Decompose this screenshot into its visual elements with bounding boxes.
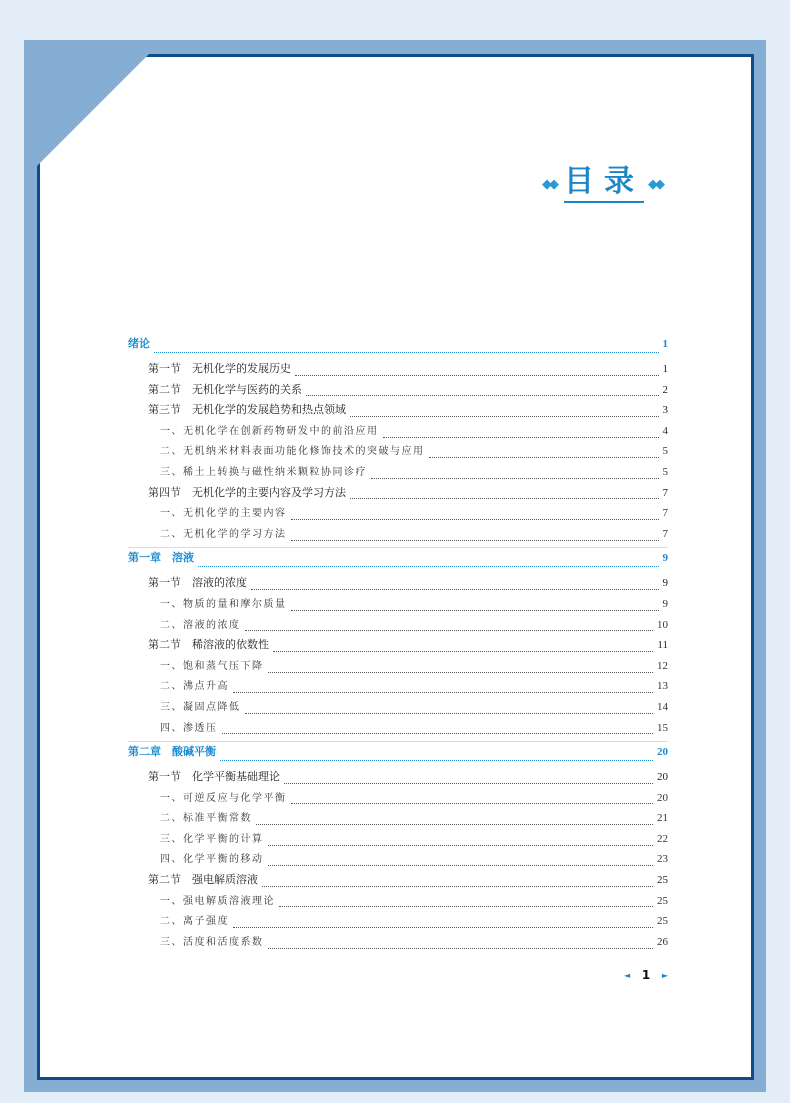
dot-leader: [262, 879, 653, 887]
dot-leader: [350, 491, 659, 499]
toc-entry-page: 26: [657, 935, 668, 948]
toc-entry-page: 20: [657, 746, 668, 759]
page-number: 1: [641, 968, 651, 982]
toc-entry-label: 第三节 无机化学的发展趋势和热点领域: [148, 403, 346, 417]
toc-entry-label: 一、可逆反应与化学平衡: [160, 792, 287, 804]
toc-entry-section[interactable]: [128, 574, 668, 595]
dot-leader: [222, 726, 654, 734]
dot-leader: [383, 430, 659, 438]
toc-entry-section[interactable]: [128, 484, 668, 505]
toc-entry-sub[interactable]: [128, 657, 668, 678]
toc-entry-page: 9: [662, 597, 668, 610]
toc-entry-page: 3: [662, 404, 668, 417]
page-title: 目录: [564, 165, 644, 203]
dot-leader: [306, 388, 659, 396]
toc-entry-sub[interactable]: [128, 809, 668, 830]
toc-entry-sub[interactable]: [128, 463, 668, 484]
toc-entry-label: 三、稀土上转换与磁性纳米颗粒协同诊疗: [160, 466, 367, 478]
page-number-footer: [624, 966, 668, 984]
toc-entry-page: 7: [662, 527, 668, 540]
dot-leader: [291, 533, 659, 541]
dot-leader: [245, 706, 654, 714]
toc-entry-page: 4: [662, 424, 668, 437]
toc-entry-page: 20: [657, 791, 668, 804]
diamond-ornament-left-icon: ◆◆: [542, 176, 556, 192]
toc-entry-label: 绪论: [128, 337, 150, 350]
toc-entry-label: 二、无机纳米材料表面功能化修饰技术的突破与应用: [160, 446, 425, 458]
dot-leader: [256, 817, 653, 825]
toc-entry-page: 7: [662, 486, 668, 499]
toc-entry-page: 13: [657, 680, 668, 693]
dot-leader: [284, 776, 653, 784]
toc-entry-sub[interactable]: [128, 719, 668, 740]
dot-leader: [291, 796, 654, 804]
toc-entry-label: 第一章 溶液: [128, 551, 194, 565]
toc-entry-label: 第一节 溶液的浓度: [148, 576, 247, 590]
toc-entry-section[interactable]: [128, 401, 668, 422]
dot-leader: [350, 409, 659, 417]
chapter-separator: [128, 741, 668, 742]
toc-entry-label: 二、沸点升高: [160, 681, 229, 693]
toc-entry-page: 11: [657, 639, 668, 652]
dot-leader: [291, 603, 659, 611]
toc-entry-sub[interactable]: [128, 830, 668, 851]
dot-leader: [268, 665, 654, 673]
toc-entry-sub[interactable]: [128, 933, 668, 954]
toc-entry-page: 1: [662, 363, 668, 375]
toc-entry-label: 一、强电解质溶液理论: [160, 895, 275, 907]
dot-leader: [251, 582, 659, 590]
toc-entry-sub[interactable]: [128, 912, 668, 933]
dot-leader: [268, 858, 654, 866]
toc-entry-chapter[interactable]: [128, 743, 668, 768]
toc-entry-sub[interactable]: [128, 422, 668, 443]
dot-leader: [291, 512, 659, 520]
toc-entry-sub[interactable]: [128, 442, 668, 463]
corner-fold-inner-decoration: [37, 54, 149, 166]
toc-entry-page: 2: [662, 383, 668, 396]
toc-entry-sub[interactable]: [128, 677, 668, 698]
toc-entry-page: 15: [657, 721, 668, 734]
dot-leader: [233, 685, 653, 693]
toc-entry-page: 22: [657, 832, 668, 845]
toc-entry-page: 25: [657, 894, 668, 907]
dot-leader: [154, 345, 659, 353]
toc-entry-sub[interactable]: [128, 789, 668, 810]
toc-entry-page: 25: [657, 915, 668, 928]
toc-entry-section[interactable]: [128, 381, 668, 402]
toc-entry-label: 四、渗透压: [160, 722, 218, 734]
toc-entry-sub[interactable]: [128, 595, 668, 616]
toc-entry-section[interactable]: [128, 360, 668, 381]
toc-entry-label: 三、化学平衡的计算: [160, 833, 264, 845]
arrow-right-icon: ►: [661, 970, 668, 980]
toc-entry-sub[interactable]: [128, 698, 668, 719]
toc-entry-sub[interactable]: [128, 616, 668, 637]
toc-entry-sub[interactable]: [128, 850, 668, 871]
toc-entry-label: 二、溶液的浓度: [160, 619, 241, 631]
toc-entry-label: 第二章 酸碱平衡: [128, 745, 216, 759]
toc-entry-label: 第四节 无机化学的主要内容及学习方法: [148, 485, 346, 499]
toc-entry-label: 第二节 强电解质溶液: [148, 873, 258, 887]
chapter-separator: [128, 547, 668, 548]
toc-entry-label: 第二节 稀溶液的依数性: [148, 638, 269, 652]
toc-entry-sub[interactable]: [128, 892, 668, 913]
toc-entry-label: 二、离子强度: [160, 916, 229, 928]
table-of-contents: [128, 334, 668, 953]
toc-entry-label: 第二节 无机化学与医药的关系: [148, 382, 302, 396]
arrow-left-icon: ◄: [624, 970, 631, 980]
toc-entry-page: 14: [657, 700, 668, 713]
toc-entry-section[interactable]: [128, 768, 668, 789]
toc-entry-label: 第一节 化学平衡基础理论: [148, 770, 280, 784]
toc-entry-label: 四、化学平衡的移动: [160, 854, 264, 866]
toc-entry-page: 21: [657, 812, 668, 825]
dot-leader: [295, 368, 659, 376]
toc-entry-page: 25: [657, 874, 668, 887]
toc-entry-sub[interactable]: [128, 525, 668, 546]
toc-entry-page: 12: [657, 659, 668, 672]
toc-entry-label: 一、饱和蒸气压下降: [160, 660, 264, 672]
toc-entry-page: 9: [662, 552, 668, 565]
dot-leader: [268, 838, 654, 846]
toc-entry-section[interactable]: [128, 636, 668, 657]
dot-leader: [279, 899, 653, 907]
toc-entry-label: 二、标准平衡常数: [160, 813, 252, 825]
dot-leader: [245, 623, 654, 631]
toc-entry-chapter[interactable]: [128, 335, 668, 360]
toc-entry-page: 5: [662, 445, 668, 458]
toc-entry-page: 1: [662, 338, 668, 350]
toc-entry-label: 一、无机化学在创新药物研发中的前沿应用: [160, 425, 379, 437]
dot-leader: [268, 941, 654, 949]
toc-heading: [536, 162, 668, 206]
dot-leader: [198, 559, 659, 567]
toc-entry-page: 5: [662, 465, 668, 478]
dot-leader: [220, 753, 653, 761]
toc-entry-section[interactable]: [128, 871, 668, 892]
dot-leader: [273, 644, 653, 652]
toc-entry-chapter[interactable]: [128, 549, 668, 574]
toc-entry-label: 三、活度和活度系数: [160, 936, 264, 948]
toc-entry-label: 一、无机化学的主要内容: [160, 508, 287, 520]
toc-entry-page: 20: [657, 771, 668, 784]
toc-entry-label: 三、凝固点降低: [160, 701, 241, 713]
toc-entry-label: 一、物质的量和摩尔质量: [160, 598, 287, 610]
toc-entry-label: 二、无机化学的学习方法: [160, 528, 287, 540]
toc-entry-page: 9: [662, 577, 668, 590]
toc-entry-label: 第一节 无机化学的发展历史: [148, 362, 291, 375]
toc-entry-page: 7: [662, 507, 668, 520]
toc-entry-sub[interactable]: [128, 504, 668, 525]
toc-entry-page: 10: [657, 618, 668, 631]
diamond-ornament-right-icon: ◆◆: [648, 176, 662, 192]
toc-entry-page: 23: [657, 853, 668, 866]
dot-leader: [371, 471, 659, 479]
dot-leader: [233, 920, 653, 928]
dot-leader: [429, 450, 659, 458]
